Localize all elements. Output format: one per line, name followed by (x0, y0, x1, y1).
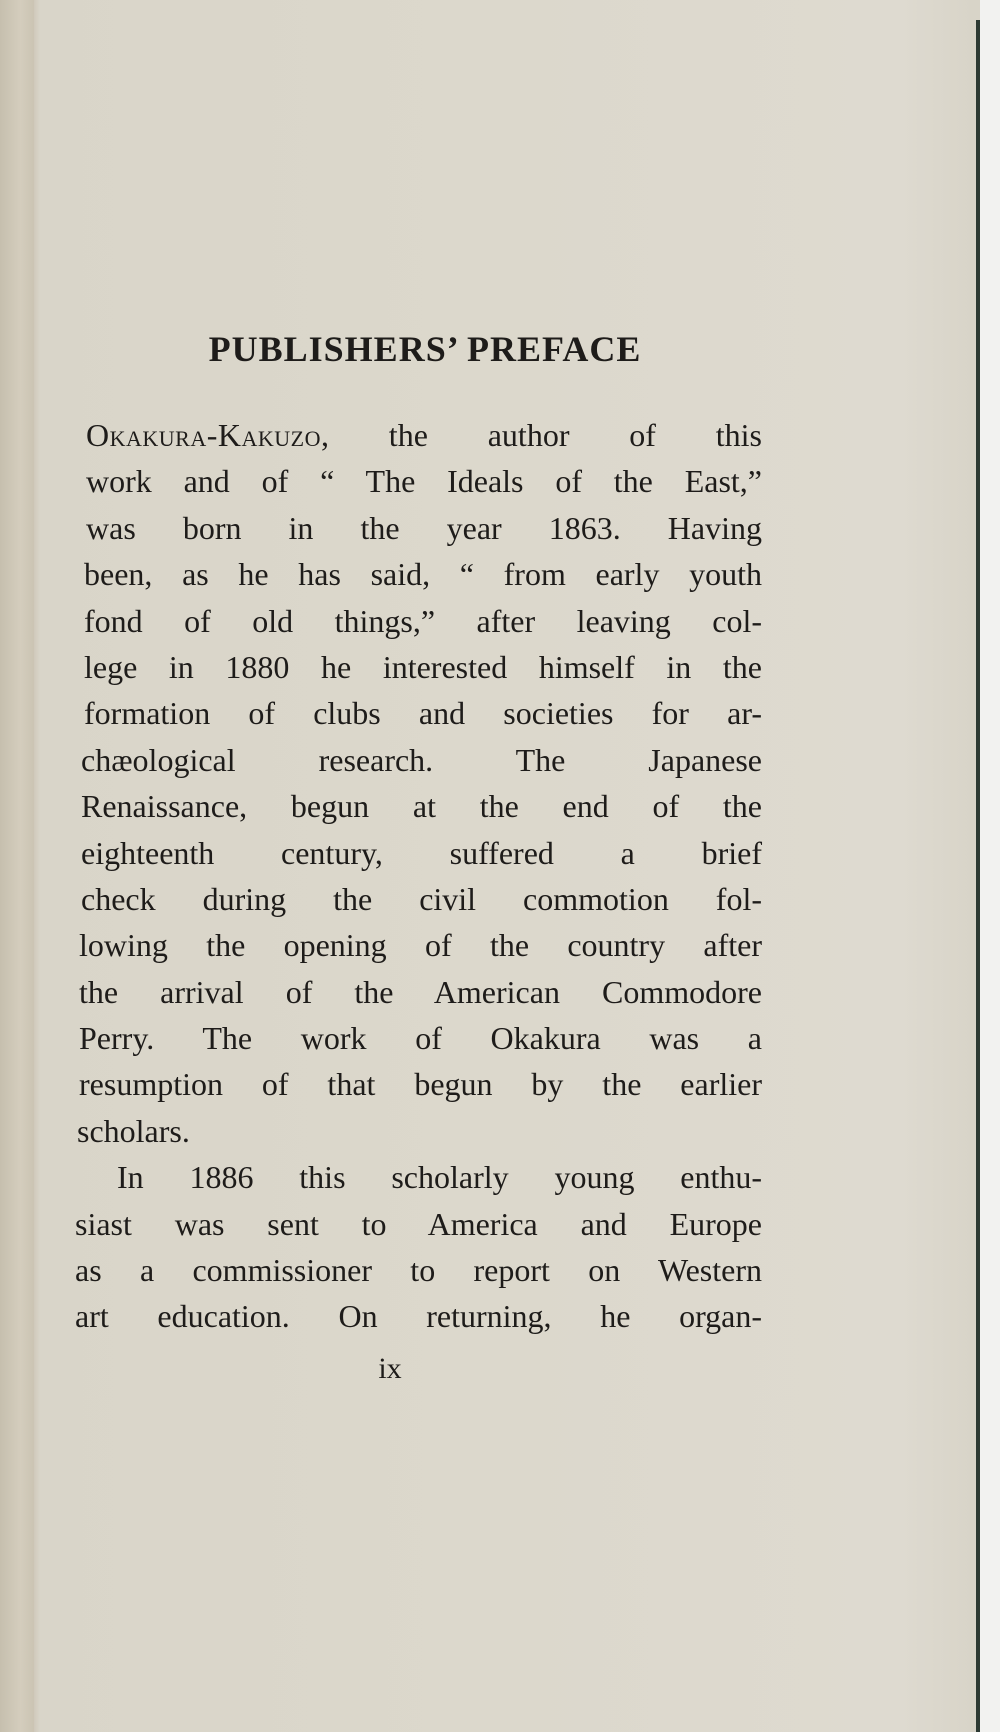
text-line: formation of clubs and societies for ar- (84, 695, 762, 732)
page-gutter (0, 0, 34, 1732)
text-line: scholars. (77, 1112, 190, 1149)
page-title: PUBLISHERS’ PREFACE (208, 329, 642, 369)
text-line: fond of old things,” after leaving col- (84, 602, 762, 639)
text-line: Perry. The work of Okakura was a (79, 1020, 762, 1057)
text-line: art education. On returning, he organ- (75, 1298, 762, 1335)
text-line: the arrival of the American Commodore (79, 973, 762, 1010)
text-line: as a commissioner to report on Western (75, 1252, 762, 1289)
body-text (75, 412, 762, 1340)
text-line: chæological research. The Japanese (81, 741, 762, 778)
page-number: ix (378, 1352, 402, 1385)
text-line: been, as he has said, “ from early youth (84, 556, 762, 593)
text-line: siast was sent to America and Europe (75, 1205, 762, 1242)
text-line: Renaissance, begun at the end of the (81, 788, 762, 825)
text-line: lege in 1880 he interested himself in the (84, 648, 762, 685)
text-line (86, 412, 762, 458)
text-line: check during the civil commotion fol- (81, 880, 762, 917)
text-line: was born in the year 1863. Having (86, 509, 762, 546)
text-line: resumption of that begun by the earlier (79, 1066, 762, 1103)
text-line: eighteenth century, suffered a brief (81, 834, 762, 871)
text-line: In 1886 this scholarly young enthu- (117, 1159, 762, 1196)
text-span: , the author of this (320, 417, 762, 453)
text-line: work and of “ The Ideals of the East,” (86, 463, 762, 500)
text-line: lowing the opening of the country after (79, 927, 762, 964)
author-name: Okakura-Kakuzo (86, 417, 321, 453)
page-edge (976, 20, 980, 1732)
